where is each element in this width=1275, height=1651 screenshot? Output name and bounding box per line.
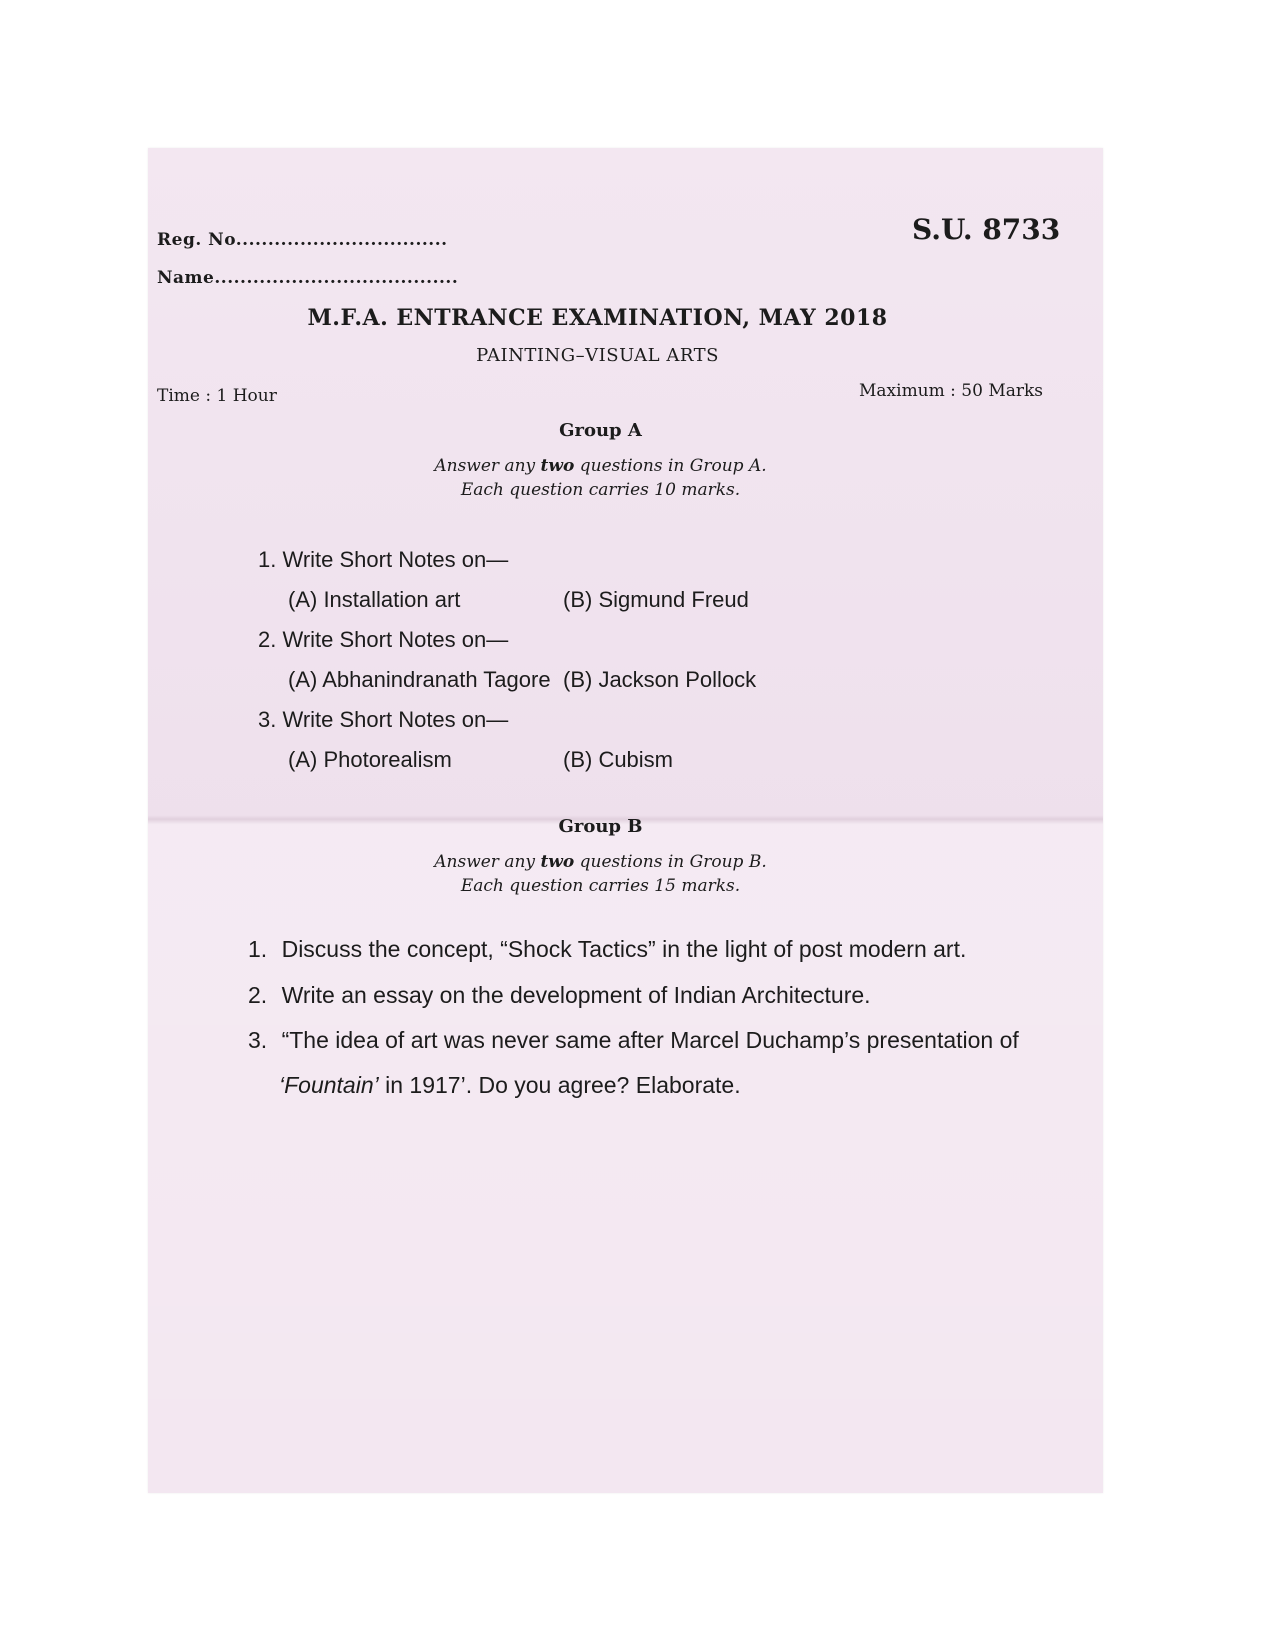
group-b-q3-text-line-2: in 1917’. Do you agree? Elaborate.: [378, 1072, 741, 1098]
group-b-question-2: [248, 982, 871, 1009]
max-marks: Maximum : 50 Marks: [859, 381, 1044, 401]
group-a-q2-option-b: (B) Jackson Pollock: [563, 667, 757, 692]
group-b-marks-line: Each question carries 15 marks.: [460, 876, 741, 896]
group-a-instructions: [0, 454, 1201, 502]
name-field: [157, 268, 458, 288]
group-a-question-1: 1. Write Short Notes on—: [258, 547, 509, 572]
group-a-q1-option-b: (B) Sigmund Freud: [563, 587, 749, 612]
exam-time: Time : 1 Hour: [157, 386, 277, 406]
group-b-q1-number: 1.: [248, 936, 268, 962]
group-b-question-3-line-2: [279, 1072, 741, 1099]
group-b-question-1: [248, 936, 966, 963]
group-b-q2-text: Write an essay on the development of Indian Architecture.: [281, 982, 871, 1008]
group-a-question-3: 3. Write Short Notes on—: [258, 707, 509, 732]
group-b-q3-text: “The idea of art was never same after Marcel Duchamp’s presentation of: [281, 1027, 1019, 1053]
group-a-q3-option-a: (A) Photorealism: [288, 747, 452, 772]
paper-code: S.U. 8733: [912, 213, 1061, 246]
group-b-instruction-line: Answer any two questions in Group B.: [434, 852, 767, 872]
name-label: Name: [157, 268, 215, 288]
group-b-q3-number: 3.: [248, 1027, 268, 1053]
exam-subject: PAINTING–VISUAL ARTS: [476, 345, 719, 366]
group-b-question-3: [248, 1027, 1019, 1054]
group-a-heading: Group A: [559, 420, 642, 441]
group-a-instruction-line: Answer any two questions in Group A.: [434, 456, 767, 476]
group-a-question-2: 2. Write Short Notes on—: [258, 627, 509, 652]
group-b-instructions: [0, 850, 1201, 898]
group-a-q3-option-b: (B) Cubism: [563, 747, 674, 772]
reg-no-dots: ................................: [242, 230, 448, 250]
group-a-q1-option-a: (A) Installation art: [288, 587, 461, 612]
exam-title: M.F.A. ENTRANCE EXAMINATION, MAY 2018: [307, 305, 888, 331]
reg-no-label: Reg. No.: [157, 230, 243, 250]
fountain-title: ‘Fountain’: [279, 1072, 379, 1098]
group-a-marks-line: Each question carries 10 marks.: [460, 480, 741, 500]
group-a-q2-option-a: (A) Abhanindranath Tagore: [288, 667, 551, 692]
group-b-heading: Group B: [558, 816, 643, 837]
name-dots: ......................................: [214, 268, 459, 288]
group-b-q2-number: 2.: [248, 982, 268, 1008]
reg-no-field: [157, 230, 448, 250]
group-b-q1-text: Discuss the concept, “Shock Tactics” in the light of post modern art.: [281, 936, 967, 962]
